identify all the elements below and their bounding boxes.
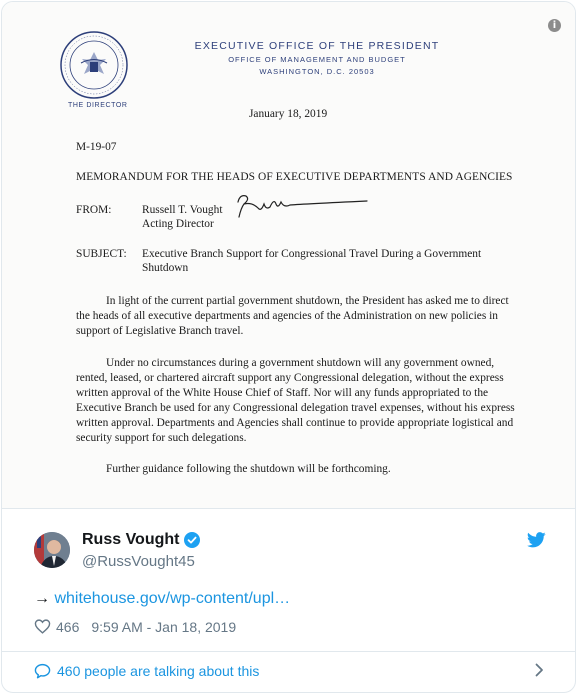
paragraph-line: written approval of the White House Chief of Staff. Nor will any funds appropriated to the [76, 387, 489, 399]
letterhead [177, 40, 457, 76]
link-arrow: → [34, 590, 50, 607]
verified-badge-icon [184, 532, 200, 548]
paragraph-line: Under no circumstances during a government shutdown will any government owned, [106, 357, 495, 369]
author-name[interactable]: Russ Vought [82, 531, 180, 548]
tweet-link[interactable]: whitehouse.gov/wp-content/upl… [54, 590, 291, 607]
paragraph-line: rented, leased, or chartered aircraft support any Congressional delegation, without the express [76, 372, 504, 384]
author-name-row[interactable] [82, 531, 200, 549]
memo-paragraph-3 [76, 462, 516, 477]
author-handle[interactable]: @RussVought45 [82, 553, 195, 570]
from-label: FROM: [76, 204, 112, 216]
chevron-right-icon[interactable] [535, 663, 544, 677]
talking-count-text[interactable]: 460 people are talking about this [57, 663, 260, 679]
heart-icon[interactable] [34, 618, 51, 635]
signature-icon [234, 190, 369, 220]
paragraph-line: Further guidance following the shutdown will be forthcoming. [106, 463, 391, 475]
paragraph-line: support of Legislative Branch travel. [76, 325, 244, 337]
letterhead-line-1: EXECUTIVE OFFICE OF THE PRESIDENT [194, 40, 440, 52]
from-name: Russell T. Vought [142, 204, 223, 216]
avatar[interactable] [34, 532, 70, 568]
conversation-link[interactable] [34, 660, 544, 682]
tweet-card[interactable] [1, 1, 576, 693]
letterhead-line-3: WASHINGTON, D.C. 20503 [259, 67, 375, 76]
subject-line-2: Shutdown [142, 262, 189, 274]
memo-number: M-19-07 [76, 141, 117, 153]
from-title: Acting Director [142, 218, 214, 230]
divider [2, 651, 575, 652]
subject-line-1: Executive Branch Support for Congressional Travel During a Government [142, 248, 482, 260]
memo-paragraph-2 [76, 356, 516, 446]
avatar-photo-icon [34, 532, 70, 568]
info-icon[interactable]: i [548, 19, 561, 32]
director-label: THE DIRECTOR [68, 102, 128, 109]
letterhead-line-2: OFFICE OF MANAGEMENT AND BUDGET [228, 55, 406, 64]
twitter-bird-icon[interactable] [527, 532, 546, 548]
paragraph-line: the heads of all executive departments and agencies of the Administration on new policies in [76, 310, 498, 322]
subject-label: SUBJECT: [76, 248, 127, 260]
tweet-text [34, 590, 290, 608]
memo-image[interactable] [2, 2, 575, 509]
like-count[interactable]: 466 [56, 618, 80, 635]
speech-bubble-icon [34, 663, 51, 679]
presidential-seal-icon [59, 30, 129, 100]
memo-heading: MEMORANDUM FOR THE HEADS OF EXECUTIVE DEPARTMENTS AND AGENCIES [76, 171, 513, 183]
tweet-meta [34, 618, 236, 635]
memo-paragraph-1 [76, 294, 516, 339]
paragraph-line: In light of the current partial government shutdown, the President has asked me to direct [106, 295, 509, 307]
tweet-timestamp[interactable]: 9:59 AM - Jan 18, 2019 [91, 618, 237, 635]
paragraph-line: written approval. Departments and Agencies shall continue to provide appropriate logistical and [76, 417, 514, 429]
paragraph-line: Executive Branch be used for any Congressional delegation travel expenses, without his express [76, 402, 515, 414]
memo-date: January 18, 2019 [249, 108, 328, 120]
paragraph-line: security support for such delegations. [76, 432, 247, 444]
